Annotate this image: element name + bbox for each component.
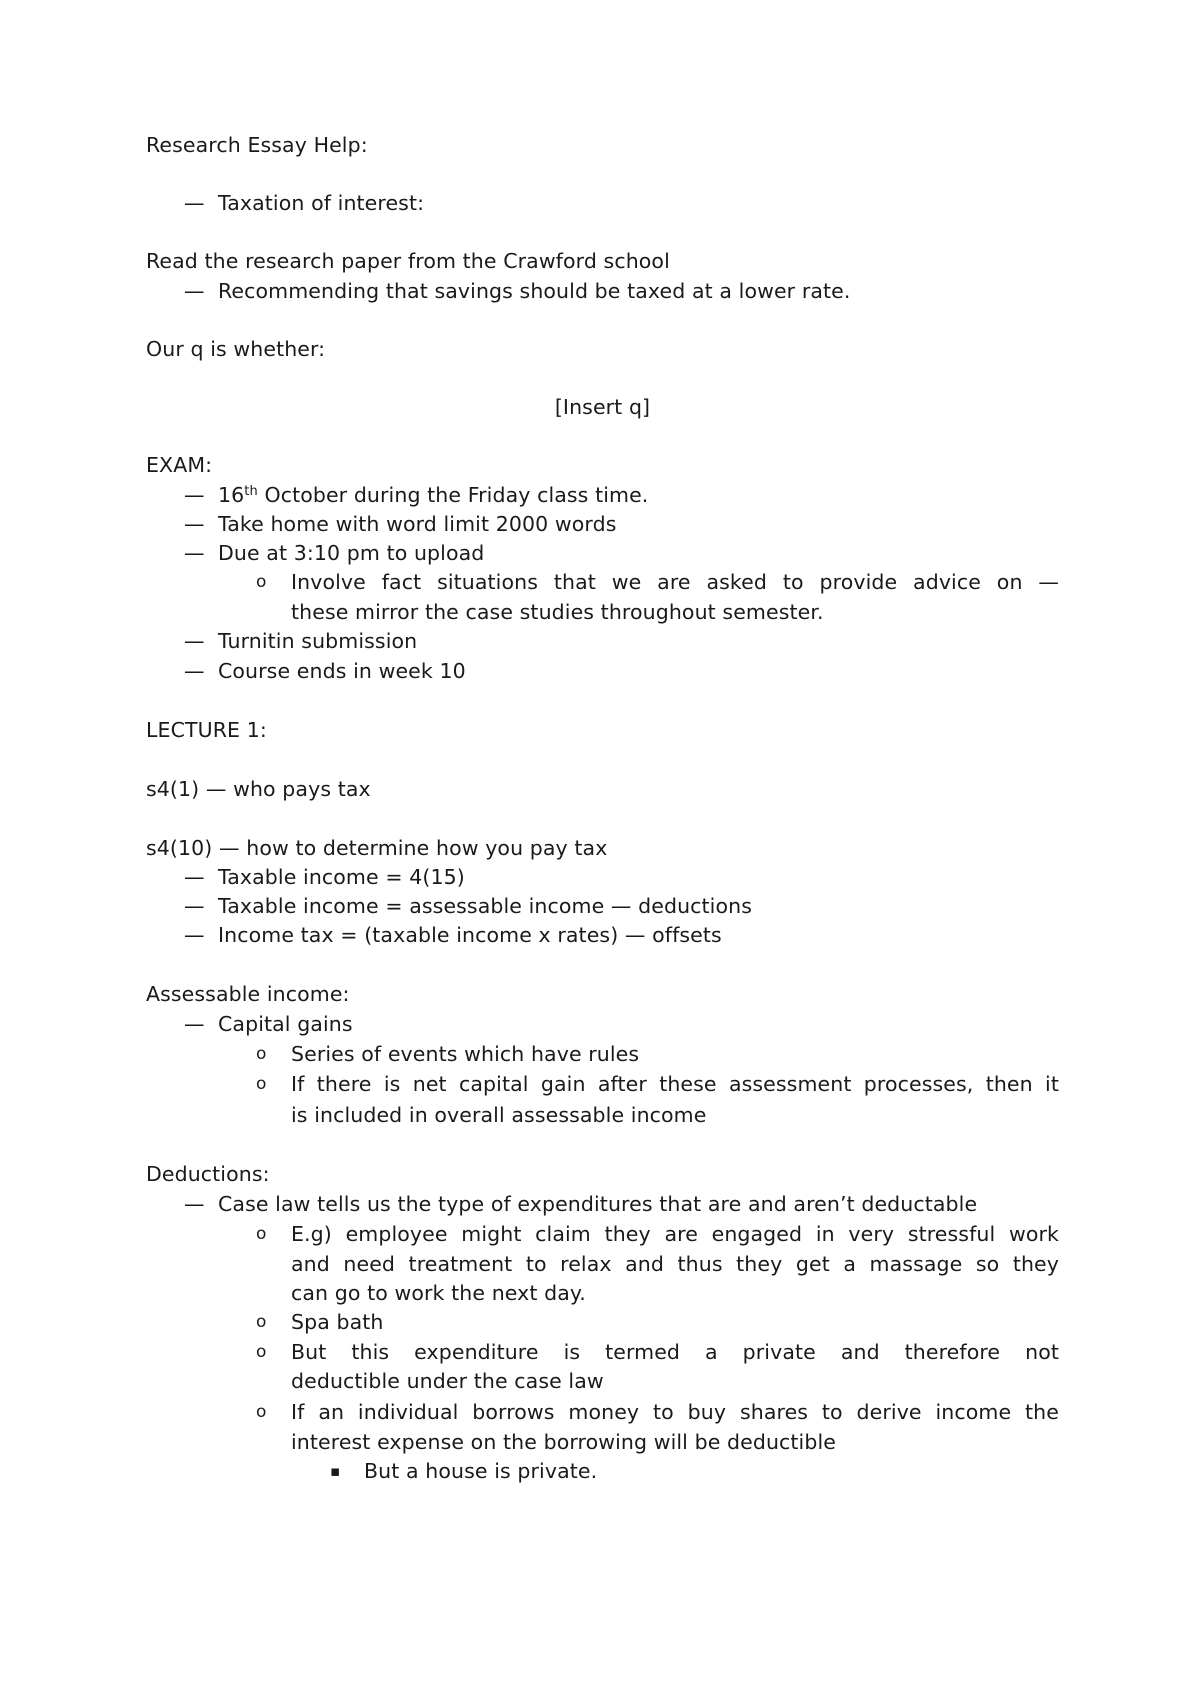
item-borrow-line-2: interest expense on the borrowing will be deductible	[291, 1430, 836, 1454]
bullet-dash: —	[184, 541, 205, 565]
item-involve-line-2: these mirror the case studies throughout semester.	[291, 600, 824, 624]
s4-10-line: s4(10) — how to determine how you pay tax	[146, 836, 608, 860]
bullet-circle: o	[256, 1074, 267, 1094]
bullet-circle: o	[256, 1044, 267, 1064]
item-eg-line-1: E.g) employee might claim they are engaged in very stressful work	[291, 1222, 1059, 1246]
bullet-dash: —	[184, 191, 205, 215]
bullet-circle: o	[256, 1402, 267, 1422]
bullet-dash: —	[184, 865, 205, 889]
bullet-dash: —	[184, 659, 205, 683]
item-turnitin: Turnitin submission	[218, 629, 418, 653]
item-house-private: But a house is private.	[364, 1459, 598, 1483]
item-net-gain-line-2: is included in overall assessable income	[291, 1103, 707, 1127]
bullet-square: ▪	[330, 1462, 341, 1480]
item-taxable-income-1: Taxable income = 4(15)	[218, 865, 465, 889]
item-case-law: Case law tells us the type of expenditures that are and aren’t deductable	[218, 1192, 978, 1216]
our-q-line: Our q is whether:	[146, 337, 326, 361]
lecture-heading: LECTURE 1:	[146, 718, 267, 742]
bullet-dash: —	[184, 1192, 205, 1216]
item-exam-date: 16th October during the Friday class time.	[218, 483, 649, 507]
bullet-circle: o	[256, 572, 267, 592]
item-eg-line-2: and need treatment to relax and thus they get a massage so they	[291, 1252, 1059, 1276]
item-recommending: Recommending that savings should be taxed at a lower rate.	[218, 279, 851, 303]
item-borrow-line-1: If an individual borrows money to buy shares to derive income the	[291, 1400, 1059, 1424]
item-capital-gains: Capital gains	[218, 1012, 353, 1036]
exam-heading: EXAM:	[146, 453, 213, 477]
bullet-dash: —	[184, 1012, 205, 1036]
s4-1-line: s4(1) — who pays tax	[146, 777, 371, 801]
item-private-line-2: deductible under the case law	[291, 1369, 604, 1393]
bullet-dash: —	[184, 894, 205, 918]
item-take-home: Take home with word limit 2000 words	[218, 512, 617, 536]
item-income-tax: Income tax = (taxable income x rates) — offsets	[218, 923, 722, 947]
item-net-gain-line-1: If there is net capital gain after these assessment processes, then it	[291, 1072, 1059, 1096]
deductions-heading: Deductions:	[146, 1162, 270, 1186]
bullet-circle: o	[256, 1312, 267, 1332]
bullet-dash: —	[184, 279, 205, 303]
bullet-circle: o	[256, 1224, 267, 1244]
item-taxation-of-interest: Taxation of interest:	[218, 191, 425, 215]
bullet-circle: o	[256, 1342, 267, 1362]
item-series-of-events: Series of events which have rules	[291, 1042, 640, 1066]
item-eg-line-3: can go to work the next day.	[291, 1281, 586, 1305]
bullet-dash: —	[184, 923, 205, 947]
item-due: Due at 3:10 pm to upload	[218, 541, 485, 565]
item-involve-line-1: Involve fact situations that we are asked to provide advice on —	[291, 570, 1059, 594]
bullet-dash: —	[184, 512, 205, 536]
insert-q-placeholder: [Insert q]	[554, 395, 651, 419]
assessable-heading: Assessable income:	[146, 982, 350, 1006]
item-taxable-income-2: Taxable income = assessable income — deductions	[218, 894, 752, 918]
item-spa-bath: Spa bath	[291, 1310, 384, 1334]
item-course-ends: Course ends in week 10	[218, 659, 466, 683]
bullet-dash: —	[184, 483, 205, 507]
doc-title: Research Essay Help:	[146, 133, 368, 157]
read-paper-line: Read the research paper from the Crawford school	[146, 249, 670, 273]
bullet-dash: —	[184, 629, 205, 653]
item-private-line-1: But this expenditure is termed a private and therefore not	[291, 1340, 1059, 1364]
